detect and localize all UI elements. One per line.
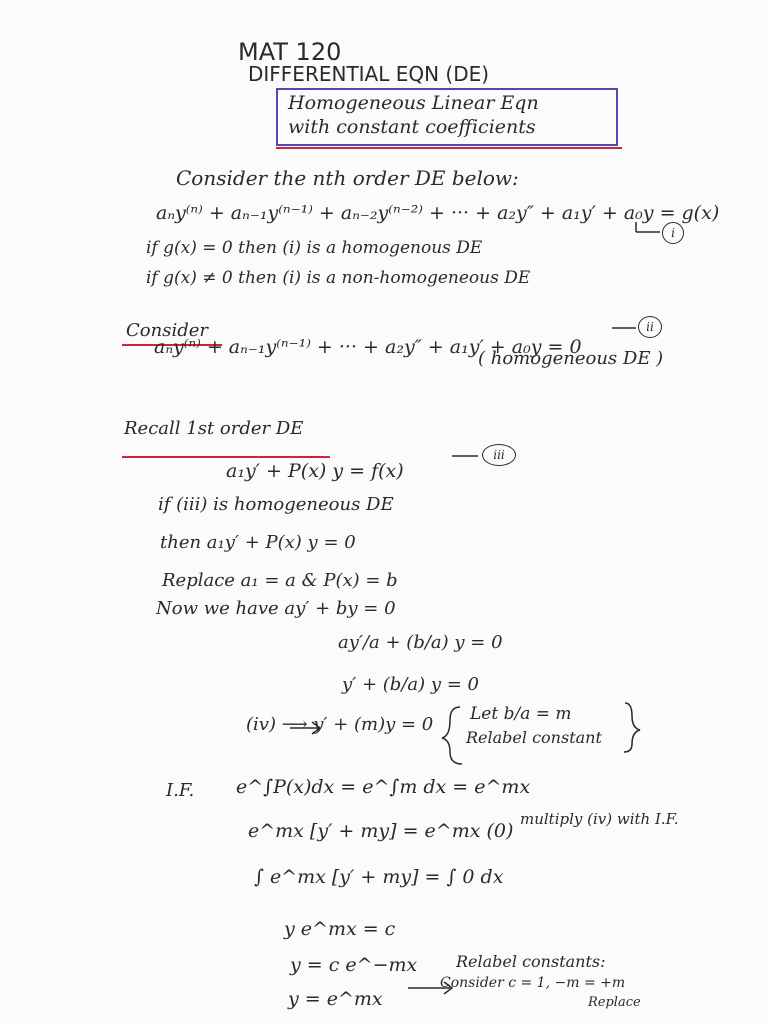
topic-line-2: with constant coefficients xyxy=(288,116,536,138)
let-line: Let b/a = m xyxy=(470,704,572,724)
homogeneous-note: ( homogeneous DE ) xyxy=(478,348,664,369)
topic-box-underline xyxy=(276,147,622,149)
replace-note: Replace xyxy=(588,995,641,1010)
if-homogeneous-line: if (iii) is homogeneous DE xyxy=(158,494,394,515)
consider-constants-line: Consider c = 1, −m = +m xyxy=(440,975,626,991)
step-simplified: y′ + (b/a) y = 0 xyxy=(342,674,480,695)
course-title: MAT 120 xyxy=(238,38,342,66)
relabel-constant: Relabel constant xyxy=(466,728,602,747)
if-zero-line: if g(x) = 0 then (i) is a homogenous DE xyxy=(146,238,483,258)
step-final: y = e^mx xyxy=(288,988,383,1010)
tag-i: i xyxy=(662,222,684,244)
then-line: then a₁y′ + P(x) y = 0 xyxy=(160,532,356,553)
consider-heading: Consider xyxy=(126,320,208,341)
tag-ii: ii xyxy=(638,316,662,338)
equation-ii: aₙy⁽ⁿ⁾ + aₙ₋₁y⁽ⁿ⁻¹⁾ + ··· + a₂y″ + a₁y′ + a₀y = 0 xyxy=(154,336,582,358)
step-yemx: y e^mx = c xyxy=(284,918,396,940)
multiply-note: multiply (iv) with I.F. xyxy=(520,810,679,828)
equation-iii: a₁y′ + P(x) y = f(x) xyxy=(226,460,404,482)
topic-line-1: Homogeneous Linear Eqn xyxy=(288,92,539,114)
step-ce: y = c e^−mx xyxy=(290,954,418,976)
now-line: Now we have ay′ + by = 0 xyxy=(156,598,396,619)
subject-title: DIFFERENTIAL EQN (DE) xyxy=(248,62,490,86)
tag-iii: iii xyxy=(482,444,516,466)
step-multiply: e^mx [y′ + my] = e^mx (0) xyxy=(248,820,514,842)
step-iv: (iv) ⟶ y′ + (m)y = 0 xyxy=(246,714,434,735)
recall-underline xyxy=(122,456,330,458)
if-nonzero-line: if g(x) ≠ 0 then (i) is a non-homogeneous DE xyxy=(146,268,531,288)
step-divide: ay′/a + (b/a) y = 0 xyxy=(338,632,503,653)
recall-heading: Recall 1st order DE xyxy=(124,418,304,439)
replace-line: Replace a₁ = a & P(x) = b xyxy=(162,570,398,591)
relabel-constants-note: Relabel constants: xyxy=(456,952,606,971)
if-expression: e^∫P(x)dx = e^∫m dx = e^mx xyxy=(236,776,531,798)
step-integrate: ∫ e^mx [y′ + my] = ∫ 0 dx xyxy=(254,866,504,888)
equation-i: aₙy⁽ⁿ⁾ + aₙ₋₁y⁽ⁿ⁻¹⁾ + aₙ₋₂y⁽ⁿ⁻²⁾ + ··· + a₂y″ + a₁y′ + a₀y = g(x) xyxy=(156,202,720,224)
if-label: I.F. xyxy=(166,780,195,801)
intro-text: Consider the nth order DE below: xyxy=(176,166,519,190)
